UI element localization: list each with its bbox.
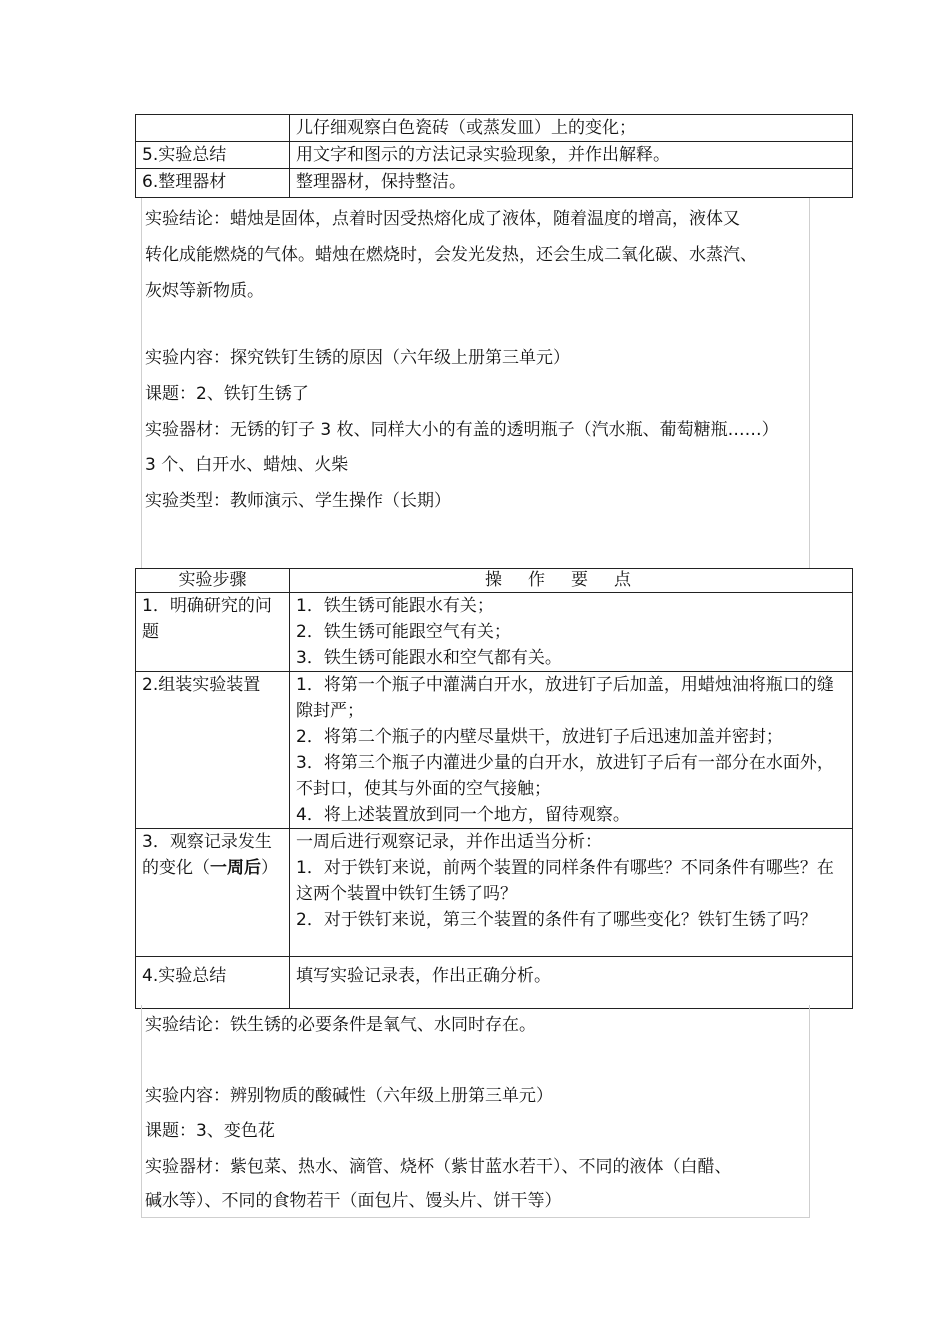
- point-line: 4．将上述装置放到同一个地方，留待观察。: [296, 805, 630, 825]
- table-row: [136, 672, 853, 829]
- conclusion-line: 实验结论：铁生锈的必要条件是氧气、水同时存在。: [145, 1015, 536, 1035]
- experiment-content: 实验内容：探究铁钉生锈的原因（六年级上册第三单元）: [145, 348, 570, 368]
- experiment-materials-cont: 3 个、白开水、蜡烛、火柴: [145, 455, 349, 475]
- experiment-materials: 实验器材：无锈的钉子 3 枚、同样大小的有盖的透明瓶子（汽水瓶、葡萄糖瓶……）: [145, 420, 779, 440]
- point-line: 1．对于铁钉来说，前两个装置的同样条件有哪些？不同条件有哪些？在这两个装置中铁钉生锈了吗？: [296, 858, 834, 904]
- step-cell: 5.实验总结: [136, 142, 290, 169]
- point-line: 3．将第三个瓶子内灌进少量的白开水，放进钉子后有一部分在水面外，不封口，使其与外面的空气接触；: [296, 753, 834, 799]
- step-label-bold: 一周后: [210, 858, 261, 878]
- table-row: [136, 142, 853, 169]
- step-cell: [136, 829, 290, 957]
- experiment-type: 实验类型：教师演示、学生操作（长期）: [145, 491, 451, 511]
- header-step: [136, 569, 290, 593]
- step-cell: [136, 672, 290, 829]
- table-row: [136, 593, 853, 672]
- step-label-suffix: ）: [261, 858, 278, 878]
- experiment-materials-cont: 碱水等）、不同的食物若干（面包片、馒头片、饼干等）: [145, 1191, 562, 1211]
- step-label: 1．明确研究的问题: [142, 596, 272, 642]
- point-line: 1．铁生锈可能跟水有关；: [296, 596, 494, 616]
- experiment-topic: 课题：2、铁钉生锈了: [145, 384, 309, 404]
- point-line: 3．铁生锈可能跟水和空气都有关。: [296, 648, 562, 668]
- conclusion-line: 转化成能燃烧的气体。蜡烛在燃烧时，会发光发热，还会生成二氧化碳、水蒸汽、: [145, 245, 757, 265]
- points-cell: [290, 593, 853, 672]
- step-cell: 4.实验总结: [136, 957, 290, 1009]
- conclusion-line: 实验结论：蜡烛是固体，点着时因受热熔化成了液体，随着温度的增高，液体又: [145, 209, 740, 229]
- points-cell: 儿仔细观察白色瓷砖（或蒸发皿）上的变化；: [290, 115, 853, 142]
- table-row: [136, 115, 853, 142]
- experiment-materials: 实验器材：紫包菜、热水、滴管、烧杯（紫甘蓝水若干）、不同的液体（白醋、: [145, 1157, 732, 1177]
- point-line: 2．对于铁钉来说，第三个装置的条件有了哪些变化？铁钉生锈了吗？: [296, 910, 817, 930]
- points-cell: [290, 829, 853, 957]
- header-points-label: 操作要点: [485, 570, 657, 590]
- points-cell: 填写实验记录表，作出正确分析。: [290, 957, 853, 1009]
- step-cell: [136, 115, 290, 142]
- point-line: 1．将第一个瓶子中灌满白开水，放进钉子后加盖，用蜡烛油将瓶口的缝隙封严；: [296, 675, 834, 721]
- table-header-row: [136, 569, 853, 593]
- points-cell: [290, 672, 853, 829]
- point-line: 一周后进行观察记录，并作出适当分析：: [296, 832, 602, 852]
- conclusion-line: 灰烬等新物质。: [145, 281, 264, 301]
- table-row: [136, 829, 853, 957]
- procedure-table-continued: [135, 114, 853, 198]
- step-cell: 6.整理器材: [136, 169, 290, 198]
- point-line: 2．铁生锈可能跟空气有关；: [296, 622, 511, 642]
- point-line: 2．将第二个瓶子的内壁尽量烘干，放进钉子后迅速加盖并密封；: [296, 727, 783, 747]
- points-cell: 整理器材，保持整洁。: [290, 169, 853, 198]
- header-points: [290, 569, 853, 593]
- points-cell: 用文字和图示的方法记录实验现象，并作出解释。: [290, 142, 853, 169]
- table-row: [136, 957, 853, 1009]
- header-step-label: 实验步骤: [178, 570, 247, 590]
- step-label: 3．观察记录发生的变化（: [142, 832, 272, 878]
- step-cell: [136, 593, 290, 672]
- procedure-table: [135, 568, 853, 1009]
- experiment-content: 实验内容：辨别物质的酸碱性（六年级上册第三单元）: [145, 1086, 553, 1106]
- experiment-topic: 课题：3、变色花: [145, 1121, 275, 1141]
- step-label: 2.组装实验装置: [142, 675, 261, 695]
- table-row: [136, 169, 853, 198]
